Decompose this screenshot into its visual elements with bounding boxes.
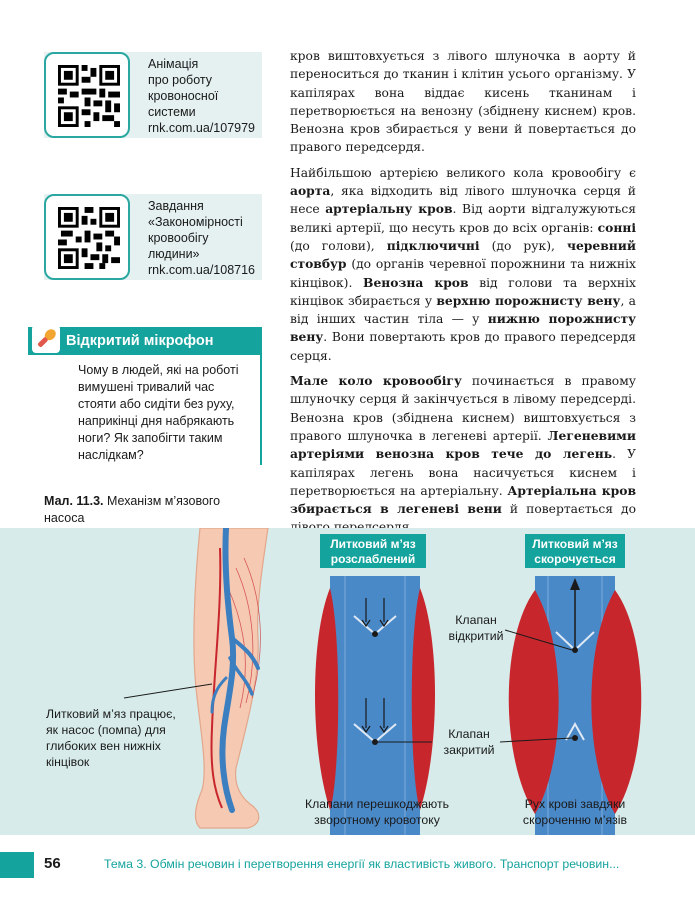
bold-term: сонні (597, 219, 636, 235)
microphone-icon (32, 325, 60, 353)
bold-term: аорта (290, 183, 331, 199)
paragraph-2 (290, 164, 636, 365)
figure-illustration (0, 528, 695, 835)
text-run: й повертається до (509, 502, 637, 517)
open-microphone-title: Відкритий мікрофон (66, 333, 214, 349)
text-run: , а від інших частин тіла — у (290, 293, 636, 327)
bold-term: нижню порожнисту вену (290, 311, 636, 345)
text-run: починається в правому шлуночку серця й закінчується в лівому передсерді. Венозна кров (збіднена киснем) виштовхується з правого шлуночка в легеневі артерії. (290, 374, 636, 443)
open-microphone-question: Чому в людей, які на роботі вимушені тривалий час стояти або сидіти без руху, наприкінці дня набрякають ноги? Як запобігти таким наслідкам? (54, 355, 262, 465)
relaxed-muscle-label: Литковий м’яз розслаблений (320, 534, 426, 568)
footer-topic-title: Тема 3. Обмін речовин і перетворення енергії як властивість живого. Транспорт речовин... (104, 857, 620, 871)
qr-code-icon[interactable] (58, 65, 120, 127)
qr-card-task[interactable] (44, 194, 262, 280)
muscle-pump-diagram (0, 528, 695, 835)
text-run: (до рук), (479, 238, 567, 253)
qr-card-text: Завдання «Закономірності кровообігу людини» rnk.com.ua/108716 (148, 199, 256, 277)
text-run: . Вони повертають кров до правого передсердя серця. (290, 330, 636, 363)
qr-frame (44, 52, 130, 138)
bold-term: Артеріальна кров збирається в легеневі вени (290, 482, 636, 517)
bold-term: Венозна кров (363, 274, 469, 290)
valve-closed-label: Клапан закритий (443, 727, 495, 757)
bold-term: Мале коло кровообігу (290, 373, 462, 389)
qr-link[interactable]: rnk.com.ua/108716 (148, 263, 256, 277)
text-run: . Від аорти відгалужуються великі артерії, що несуть кров до всіх органів: (290, 202, 636, 235)
bold-term: артеріальну кров (325, 201, 453, 217)
valve-open-label: Клапан відкритий (448, 613, 504, 643)
contracting-muscle-label: Литковий м’яз скорочується (525, 534, 625, 568)
text-run: . У капілярах легень вона насичується киснем і перетворюється на артеріальну. (290, 447, 636, 498)
figure-caption-text: Механізм м’язового насоса (44, 494, 221, 525)
bold-term: підключичні (386, 237, 480, 253)
leg-pump-label: Литковий м’яз працює, як насос (помпа) для глибоких вен нижніх кінцівок (46, 707, 176, 769)
open-microphone-box (28, 327, 262, 465)
paragraph-3 (290, 372, 636, 537)
qr-frame (44, 194, 130, 280)
figure-label: Мал. 11.3. (44, 494, 104, 508)
text-run: (до голови), (290, 238, 387, 253)
bold-term: черевний стовбур (290, 237, 636, 272)
qr-link[interactable]: rnk.com.ua/107979 (148, 121, 256, 135)
paragraph-1: кров виштовхується з лівого шлуночка в аорту й переноситься до тканин і клітин усього організму. У капілярах вона віддає кисень тканинам і перетворюється на венозну (збіднену киснем) кров. Венозна кров збирається у вени й повертається до правого передсердя. (290, 49, 636, 155)
footer-accent-bar (0, 852, 34, 878)
page-number: 56 (44, 855, 61, 872)
qr-card-text: Анімація про роботу кровоносної системи rnk.com.ua/107979 (148, 57, 256, 135)
text-run: від голови та верхніх кінцівок збирається у (290, 275, 636, 308)
bold-term: Легеневими артеріями венозна кров тече до легень (290, 427, 636, 462)
bold-term: верхню порожнисту вену (436, 292, 621, 308)
open-microphone-header (28, 327, 262, 355)
valves-caption: Клапани перешкоджають зворотному кровотоку (304, 797, 450, 827)
text-run: Найбільшою артерією великого кола кровообігу є (290, 165, 636, 180)
main-text-column (290, 47, 636, 544)
text-run: (до органів черевної порожнини та нижніх кінцівок). (290, 257, 636, 290)
qr-code-icon[interactable] (58, 207, 120, 269)
leg-illustration (124, 528, 268, 828)
blood-movement-caption: Рух крові завдяки скороченню м’язів (522, 797, 628, 827)
figure-caption (44, 493, 244, 527)
text-run: , яка відходить від лівого шлуночка серця й несе (290, 184, 636, 217)
qr-card-animation[interactable] (44, 52, 262, 138)
